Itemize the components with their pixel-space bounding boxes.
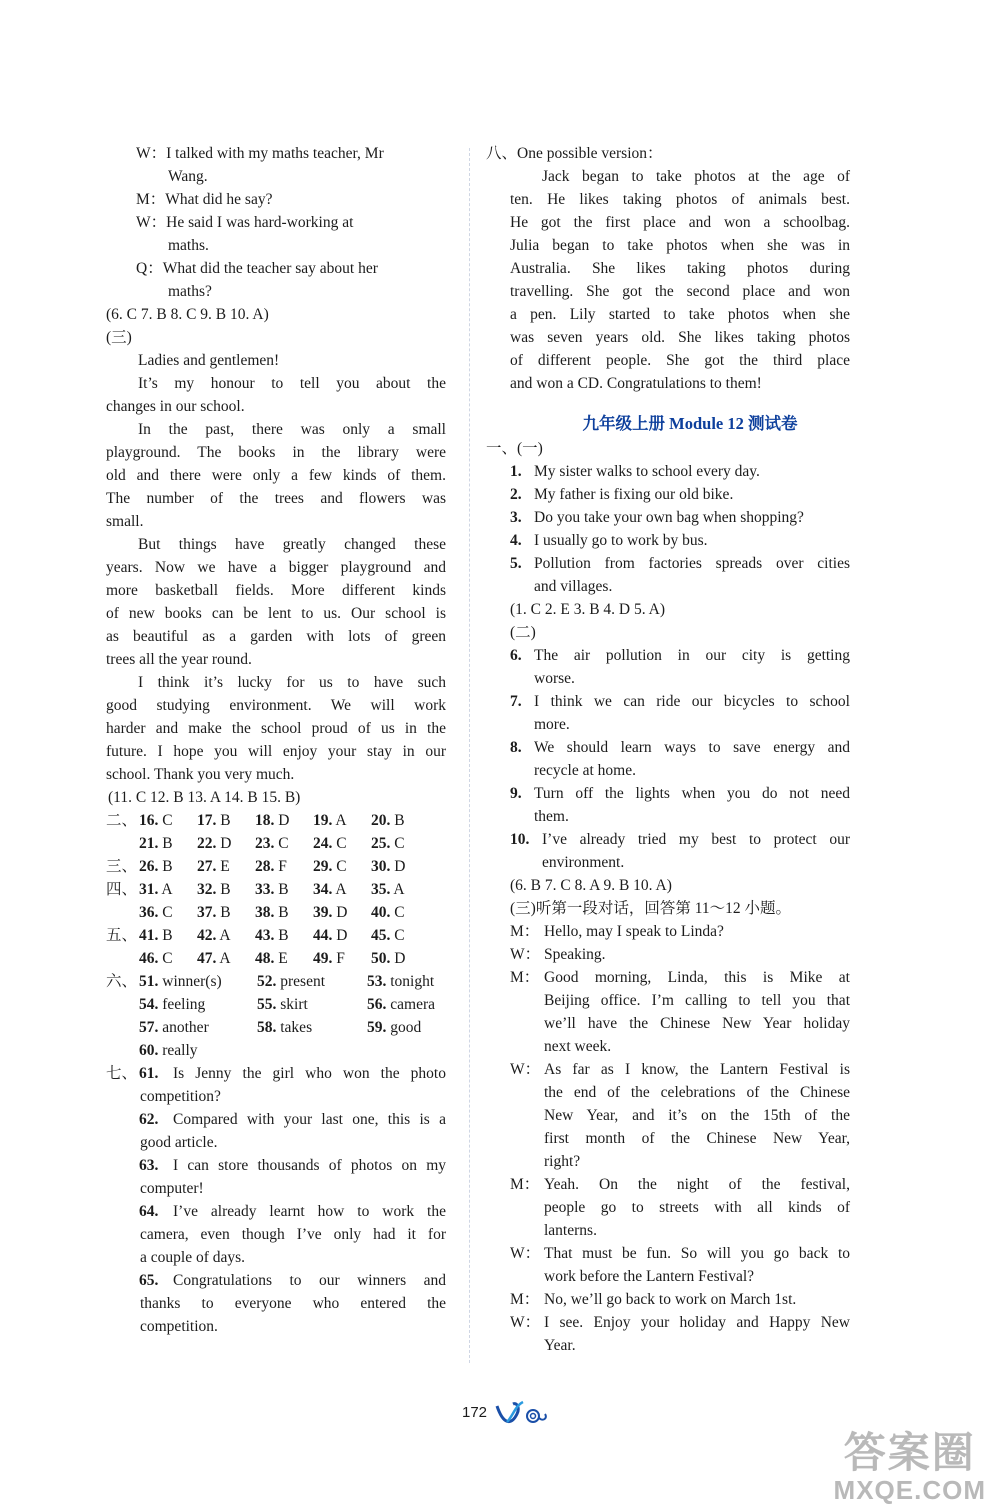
speaker-label: M： (510, 1291, 540, 1308)
dialog-text: maths? (168, 283, 212, 300)
dialog-line (510, 1242, 850, 1265)
word-answer: 54. feeling (139, 996, 206, 1013)
answer-item: 38. B (255, 904, 289, 921)
sentence-line (106, 1154, 446, 1177)
dialog-text: What did he say? (165, 191, 273, 208)
answer-row (106, 901, 446, 924)
sentence-line (106, 1246, 446, 1269)
speech-line: small. (106, 513, 144, 530)
answer-item: 21. B (139, 835, 173, 852)
word-answer: 51. winner(s) (139, 973, 222, 990)
essay-line: and won a CD. Congratulations to them! (510, 375, 762, 392)
answer-number: 21. (139, 835, 159, 852)
section-3-instruction: (三)听第一段对话，回答第 11～12 小题。 (510, 900, 791, 917)
word-row (106, 1016, 446, 1039)
word-answer: 60. really (139, 1042, 198, 1059)
item-text: I usually go to work by bus. (534, 532, 708, 549)
sentence-line (106, 1292, 446, 1315)
answer-item: 45. C (371, 927, 405, 944)
answer-item: 31. A (139, 881, 173, 898)
item-line (510, 460, 850, 483)
answer-number: 24. (313, 835, 333, 852)
word-answer: 55. skirt (257, 996, 308, 1013)
watermark-line2: MXQE.COM (833, 1475, 986, 1505)
answer-item: 17. B (197, 812, 231, 829)
item-number: 7. (510, 693, 522, 710)
answer-number: 54. (139, 996, 159, 1013)
answer-number: 55. (257, 996, 277, 1013)
speech-line: future. I hope you will enjoy your stay in our (106, 743, 446, 760)
speaker-label: M： (136, 191, 166, 208)
speech-transcript (106, 349, 446, 786)
word-answer: 57. another (139, 1019, 209, 1036)
speech-line: But things have greatly changed these (138, 536, 446, 553)
speech-line: I think it’s lucky for us to have such (138, 674, 446, 691)
dialog-line (510, 1104, 850, 1127)
answer-item: 46. C (139, 950, 173, 967)
speaker-label: M： (510, 969, 540, 986)
item-line (510, 736, 850, 759)
speaker-label: M： (510, 1176, 540, 1193)
essay-line: Australia. She likes taking photos during (510, 260, 850, 277)
speaker-label: W： (510, 946, 541, 963)
dialog-text: I talked with my maths teacher, Mr (166, 145, 384, 162)
dialog-line (510, 1288, 850, 1311)
answer-item: 19. A (313, 812, 347, 829)
answer-number: 40. (371, 904, 391, 921)
answer-number: 34. (313, 881, 333, 898)
item-line (510, 575, 850, 598)
answer-number: 38. (255, 904, 275, 921)
listening-items-2 (510, 644, 850, 874)
sentence-text: competition. (140, 1318, 218, 1335)
speech-line: old and there were only a few kinds of them. (106, 467, 446, 484)
dialog-transcript (106, 142, 446, 303)
answer-number: 29. (313, 858, 333, 875)
word-answer: 59. good (367, 1019, 422, 1036)
sentence-number: 65. (139, 1272, 159, 1289)
item-line (510, 483, 850, 506)
sentence-line (106, 1223, 446, 1246)
speech-line: playground. The books in the library were (106, 444, 446, 461)
answer-item: 28. F (255, 858, 287, 875)
sentence-line (106, 1269, 446, 1292)
dialog-text: Good morning, Linda, this is Mike at (544, 969, 850, 986)
answer-row (106, 947, 446, 970)
dialog-text: Speaking. (544, 946, 606, 963)
item-line (510, 805, 850, 828)
item-text: more. (534, 716, 570, 733)
answer-number: 47. (197, 950, 217, 967)
word-answer: 58. takes (257, 1019, 313, 1036)
item-text: Pollution from factories spreads over cities (534, 555, 850, 572)
answer-number: 43. (255, 927, 275, 944)
answer-number: 35. (371, 881, 391, 898)
answer-number: 42. (197, 927, 217, 944)
item-number: 4. (510, 532, 522, 549)
speech-line: of new books can be lent to us. Our school is (106, 605, 446, 622)
sentence-number: 64. (139, 1203, 159, 1220)
sentence-line (106, 1062, 446, 1085)
sentence-text: thanks to everyone who entered the (140, 1295, 446, 1312)
answer-number: 59. (367, 1019, 387, 1036)
dialog-text: we’ll have the Chinese New Year holiday (544, 1015, 850, 1032)
answer-number: 57. (139, 1019, 159, 1036)
answer-number: 46. (139, 950, 159, 967)
item-text: and villages. (534, 578, 613, 595)
dialog-text: As far as I know, the Lantern Festival is (544, 1061, 850, 1078)
speech-line: years. Now we have a bigger playground and (106, 559, 446, 576)
sentence-text: Compared with your last one, this is a (173, 1111, 446, 1128)
answer-number: 16. (139, 812, 159, 829)
item-number: 10. (510, 831, 530, 848)
sentence-text: a couple of days. (140, 1249, 246, 1266)
answer-item: 34. A (313, 881, 347, 898)
dialog-transcript-right (510, 920, 850, 1357)
answer-number: 33. (255, 881, 275, 898)
sentence-line (106, 1131, 446, 1154)
answer-row (106, 832, 446, 855)
answer-number: 48. (255, 950, 275, 967)
answer-number: 19. (313, 812, 333, 829)
sentence-text: Is Jenny the girl who won the photo (173, 1065, 446, 1082)
dialog-line (106, 165, 446, 188)
answer-row (106, 924, 446, 947)
sentence-line (106, 1315, 446, 1338)
answer-item: 49. F (313, 950, 345, 967)
answer-number: 25. (371, 835, 391, 852)
answer-grid (106, 809, 446, 970)
essay-line: travelling. She got the second place and won (510, 283, 850, 300)
answer-item: 22. D (197, 835, 232, 852)
answer-line-6-10: (6. C 7. B 8. C 9. B 10. A) (106, 306, 269, 323)
dialog-text: What did the teacher say about her (162, 260, 378, 277)
dialog-text: work before the Lantern Festival? (544, 1268, 755, 1285)
answer-item: 42. A (197, 927, 231, 944)
answer-number: 17. (197, 812, 217, 829)
answer-number: 20. (371, 812, 391, 829)
answer-item: 18. D (255, 812, 290, 829)
answer-number: 45. (371, 927, 391, 944)
dialog-text: Beijing office. I’m calling to tell you that (544, 992, 850, 1009)
dialog-line (106, 211, 446, 234)
answer-number: 22. (197, 835, 217, 852)
sentence-text: good article. (140, 1134, 218, 1151)
sentence-line (106, 1200, 446, 1223)
answer-number: 58. (257, 1019, 277, 1036)
dialog-text: No, we’ll go back to work on March 1st. (544, 1291, 797, 1308)
answer-item: 35. A (371, 881, 405, 898)
item-line (510, 782, 850, 805)
answer-item: 32. B (197, 881, 231, 898)
dialog-line (510, 943, 850, 966)
dialog-text: Yeah. On the night of the festival, (544, 1176, 850, 1193)
essay-line: ten. He likes taking photos of animals best. (510, 191, 850, 208)
watermark (834, 1430, 986, 1504)
item-line (510, 759, 850, 782)
sentence-text: computer! (140, 1180, 204, 1197)
column-divider (469, 148, 470, 1363)
answer-item: 40. C (371, 904, 405, 921)
speech-line: trees all the year round. (106, 651, 252, 668)
dialog-line (510, 1265, 850, 1288)
dialog-line (106, 257, 446, 280)
word-row (106, 1039, 446, 1062)
speech-line: good studying environment. We will work (106, 697, 446, 714)
word-answer: 56. camera (367, 996, 435, 1013)
answer-number: 44. (313, 927, 333, 944)
item-text: Do you take your own bag when shopping? (534, 509, 804, 526)
answer-item: 36. C (139, 904, 173, 921)
dialog-text: next week. (544, 1038, 612, 1055)
dialog-text: That must be fun. So will you go back to (544, 1245, 850, 1262)
sentence-line (106, 1085, 446, 1108)
listening-items-1 (510, 460, 850, 598)
answer-item: 50. D (371, 950, 406, 967)
speaker-label: W： (510, 1061, 541, 1078)
item-number: 5. (510, 555, 522, 572)
item-line (510, 713, 850, 736)
answer-item: 27. E (197, 858, 230, 875)
item-number: 2. (510, 486, 522, 503)
item-line (510, 506, 850, 529)
sentence-number: 61. (139, 1065, 159, 1082)
speaker-label: W： (510, 1314, 541, 1331)
dialog-text: maths. (168, 237, 209, 254)
answer-number: 53. (367, 973, 387, 990)
dialog-line (510, 989, 850, 1012)
answer-number: 60. (139, 1042, 159, 1059)
answer-item: 25. C (371, 835, 405, 852)
item-line (510, 851, 850, 874)
section-8-label: 八、One possible version： (486, 145, 663, 162)
answer-item: 23. C (255, 835, 289, 852)
answer-number: 23. (255, 835, 275, 852)
dialog-line (510, 1012, 850, 1035)
answer-item: 24. C (313, 835, 347, 852)
speech-line: harder and make the school proud of us in the (106, 720, 446, 737)
answer-row (106, 878, 446, 901)
sentence-text: camera, even though I’ve only had it for (140, 1226, 446, 1243)
item-line (510, 644, 850, 667)
speech-line: more basketball fields. More different kinds (106, 582, 446, 599)
item-text: My sister walks to school every day. (534, 463, 760, 480)
essay-line: Julia began to take photos when she was in (510, 237, 850, 254)
dialog-text: lanterns. (544, 1222, 597, 1239)
essay-line: of different people. She got the third place (510, 352, 850, 369)
dialog-line (510, 1196, 850, 1219)
sentence-text: I can store thousands of photos on my (173, 1157, 446, 1174)
item-line (510, 690, 850, 713)
item-text: I’ve already tried my best to protect our (542, 831, 850, 848)
section-3-label: (三) (106, 329, 132, 346)
sentence-line (106, 1177, 446, 1200)
speaker-label: W： (136, 145, 167, 162)
answer-number: 31. (139, 881, 159, 898)
item-line (510, 828, 850, 851)
dialog-line (510, 1334, 850, 1357)
section-1-label: 一、(一) (486, 440, 543, 457)
speaker-label: W： (510, 1245, 541, 1262)
item-number: 1. (510, 463, 522, 480)
dialog-text: people go to streets with all kinds of (544, 1199, 850, 1216)
answer-number: 27. (197, 858, 217, 875)
answer-number: 49. (313, 950, 333, 967)
speech-line: as beautiful as a garden with lots of green (106, 628, 446, 645)
dialog-text: Year. (544, 1337, 576, 1354)
dialog-line (510, 966, 850, 989)
item-number: 6. (510, 647, 522, 664)
section-number: 六、 (106, 973, 138, 990)
dialog-line (510, 1150, 850, 1173)
answer-item: 43. B (255, 927, 289, 944)
dialog-text: I see. Enjoy your holiday and Happy New (544, 1314, 850, 1331)
dialog-line (510, 920, 850, 943)
answer-number: 39. (313, 904, 333, 921)
answer-number: 37. (197, 904, 217, 921)
item-text: Turn off the lights when you do not need (534, 785, 850, 802)
item-text: I think we can ride our bicycles to school (534, 693, 850, 710)
section-2-label: (二) (510, 624, 536, 641)
speaker-label: W： (136, 214, 167, 231)
dialog-line (106, 234, 446, 257)
word-row (106, 970, 446, 993)
dialog-line (106, 280, 446, 303)
essay-line: was seven years old. She likes taking photos (510, 329, 850, 346)
answer-item: 26. B (139, 858, 173, 875)
dialog-line (106, 188, 446, 211)
answer-number: 56. (367, 996, 387, 1013)
sentence-line (106, 1108, 446, 1131)
sentence-number: 62. (139, 1111, 159, 1128)
speaker-label: Q： (136, 260, 163, 277)
dialog-text: right? (544, 1153, 581, 1170)
dialog-text: the end of the celebrations of the Chinese (544, 1084, 850, 1101)
word-answers (106, 970, 446, 1062)
dialog-text: first month of the Chinese New Year, (544, 1130, 850, 1147)
item-text: recycle at home. (534, 762, 636, 779)
right-column (486, 142, 850, 1357)
speech-line: school. Thank you very much. (106, 766, 295, 783)
essay-line: He got the first place and won a schoolbag. (510, 214, 850, 231)
answer-number: 32. (197, 881, 217, 898)
answer-number: 30. (371, 858, 391, 875)
answer-number: 18. (255, 812, 275, 829)
item-text: environment. (542, 854, 625, 871)
sentence-text: competition? (140, 1088, 221, 1105)
answer-item: 44. D (313, 927, 348, 944)
speaker-label: M： (510, 923, 540, 940)
answer-item: 39. D (313, 904, 348, 921)
sentence-text: Congratulations to our winners and (173, 1272, 446, 1289)
answer-line-11-15: (11. C 12. B 13. A 14. B 15. B) (108, 789, 301, 806)
sentence-answers (106, 1062, 446, 1338)
word-answer: 53. tonight (367, 973, 435, 990)
item-text: The air pollution in our city is getting (534, 647, 850, 664)
item-number: 3. (510, 509, 522, 526)
section-number: 七、 (106, 1065, 138, 1082)
answer-line-1-5: (1. C 2. E 3. B 4. D 5. A) (510, 601, 665, 618)
answer-item: 41. B (139, 927, 173, 944)
dialog-line (510, 1081, 850, 1104)
speech-line: changes in our school. (106, 398, 245, 415)
word-row (106, 993, 446, 1016)
dialog-text: He said I was hard-working at (166, 214, 354, 231)
section-number: 五、 (106, 927, 138, 944)
item-text: My father is fixing our old bike. (534, 486, 734, 503)
speech-line: Ladies and gentlemen! (138, 352, 280, 369)
item-line (510, 529, 850, 552)
left-column (106, 142, 446, 1338)
dialog-text: New Year, and it’s on the 15th of the (544, 1107, 850, 1124)
swirl-logo-icon (493, 1396, 553, 1428)
item-line (510, 667, 850, 690)
answer-number: 28. (255, 858, 275, 875)
answer-number: 26. (139, 858, 159, 875)
answer-line-6-10-right: (6. B 7. C 8. A 9. B 10. A) (510, 877, 672, 894)
dialog-line (510, 1173, 850, 1196)
dialog-line (510, 1311, 850, 1334)
answer-number: 50. (371, 950, 391, 967)
answer-item: 30. D (371, 858, 406, 875)
answer-item: 33. B (255, 881, 289, 898)
answer-number: 36. (139, 904, 159, 921)
dialog-line (106, 142, 446, 165)
sentence-text: I’ve already learnt how to work the (173, 1203, 446, 1220)
answer-row (106, 809, 446, 832)
answer-row (106, 855, 446, 878)
item-text: them. (534, 808, 569, 825)
answer-item: 48. E (255, 950, 288, 967)
answer-item: 47. A (197, 950, 231, 967)
answer-number: 52. (257, 973, 277, 990)
section-number: 四、 (106, 881, 138, 898)
section-number: 三、 (106, 858, 138, 875)
answer-number: 41. (139, 927, 159, 944)
answer-item: 16. C (139, 812, 173, 829)
dialog-text: Wang. (168, 168, 208, 185)
sentence-number: 63. (139, 1157, 159, 1174)
item-text: worse. (534, 670, 575, 687)
section-number: 二、 (106, 812, 138, 829)
essay-line: Jack began to take photos at the age of (542, 168, 850, 185)
speech-line: In the past, there was only a small (138, 421, 446, 438)
word-answer: 52. present (257, 973, 326, 990)
answer-item: 29. C (313, 858, 347, 875)
dialog-line (510, 1219, 850, 1242)
dialog-text: Hello, may I speak to Linda? (544, 923, 724, 940)
item-number: 9. (510, 785, 522, 802)
sample-essay (510, 165, 850, 395)
essay-line: a pen. Lily started to take photos when she (510, 306, 850, 323)
item-line (510, 552, 850, 575)
item-number: 8. (510, 739, 522, 756)
page-number: 172 (462, 1404, 488, 1421)
watermark-line1: 答案圈 (843, 1429, 976, 1476)
answer-item: 20. B (371, 812, 405, 829)
dialog-line (510, 1035, 850, 1058)
speech-line: It’s my honour to tell you about the (138, 375, 446, 392)
speech-line: The number of the trees and flowers was (106, 490, 446, 507)
dialog-line (510, 1127, 850, 1150)
answer-number: 51. (139, 973, 159, 990)
dialog-line (510, 1058, 850, 1081)
answer-item: 37. B (197, 904, 231, 921)
item-text: We should learn ways to save energy and (534, 739, 850, 756)
test-heading: 九年级上册 Module 12 测试卷 (582, 414, 798, 433)
